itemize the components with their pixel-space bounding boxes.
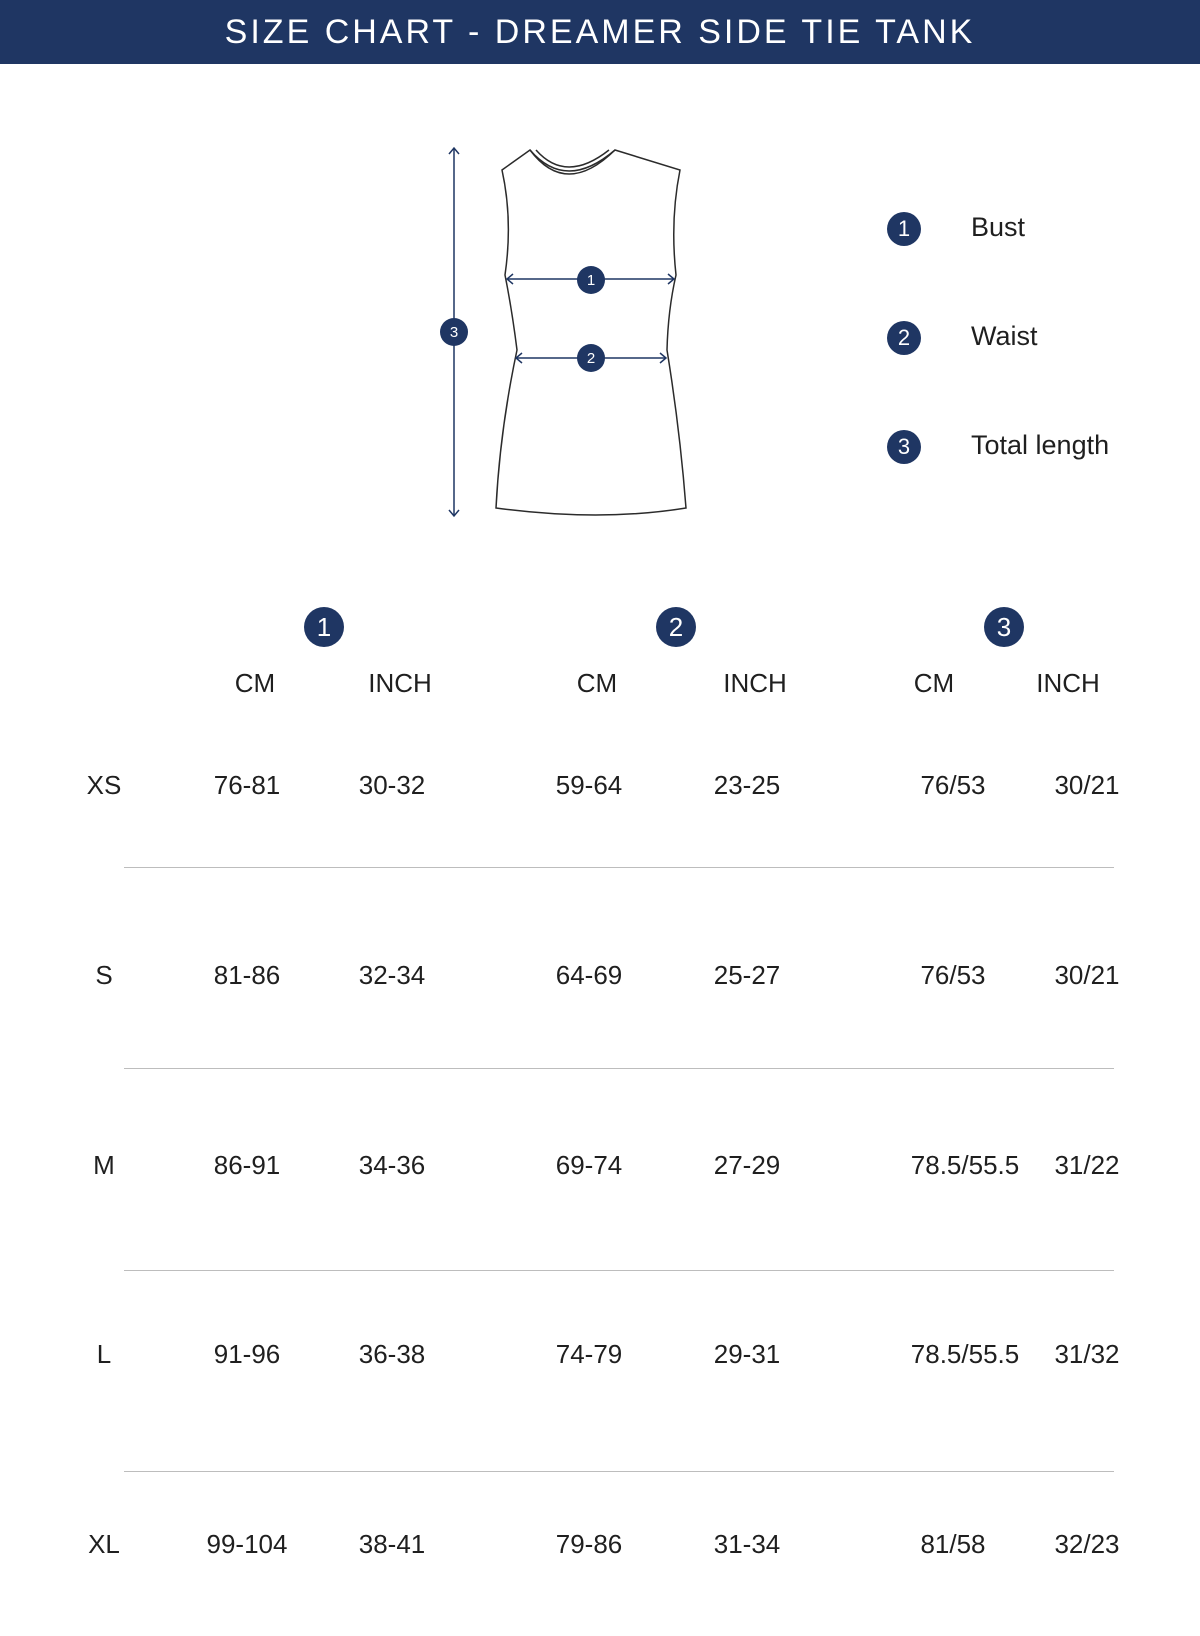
table-cell: 30/21 (1054, 770, 1120, 800)
size-label: XL (88, 1529, 120, 1559)
table-cell: 81-86 (213, 960, 281, 990)
size-label: M (93, 1150, 115, 1180)
table-cell: 64-69 (555, 960, 623, 990)
unit-header: INCH (368, 668, 432, 698)
column-badge-waist: 2 (656, 607, 696, 647)
table-cell: 32-34 (358, 960, 426, 990)
table-cell: 76-81 (213, 770, 281, 800)
table-cell: 34-36 (358, 1150, 426, 1180)
row-divider (124, 1471, 1114, 1472)
unit-header: CM (234, 668, 276, 698)
table-cell: 76/53 (920, 960, 986, 990)
table-cell: 32/23 (1054, 1529, 1120, 1559)
table-cell: 30-32 (358, 770, 426, 800)
size-label: S (95, 960, 113, 990)
table-cell: 27-29 (713, 1150, 781, 1180)
legend-badge-bust: 1 (887, 212, 921, 246)
table-cell: 29-31 (713, 1339, 781, 1369)
page-title: SIZE CHART - DREAMER SIDE TIE TANK (224, 12, 976, 51)
tank-outline-icon (440, 140, 700, 530)
unit-header: CM (576, 668, 618, 698)
table-cell: 76/53 (920, 770, 986, 800)
table-cell: 38-41 (358, 1529, 426, 1559)
table-cell: 36-38 (358, 1339, 426, 1369)
tank-diagram (440, 140, 700, 530)
table-cell: 25-27 (713, 960, 781, 990)
table-cell: 69-74 (555, 1150, 623, 1180)
page-header (0, 0, 1200, 64)
diagram-marker-length: 3 (440, 318, 468, 346)
table-cell: 74-79 (555, 1339, 623, 1369)
table-cell: 86-91 (213, 1150, 281, 1180)
legend-label-waist: Waist (971, 321, 1038, 351)
unit-header: INCH (1036, 668, 1100, 698)
row-divider (124, 1270, 1114, 1271)
table-cell: 91-96 (213, 1339, 281, 1369)
row-divider (124, 867, 1114, 868)
column-badge-bust: 1 (304, 607, 344, 647)
legend-badge-length: 3 (887, 430, 921, 464)
table-cell: 79-86 (555, 1529, 623, 1559)
size-label: L (96, 1339, 112, 1369)
table-cell: 31/32 (1054, 1339, 1120, 1369)
unit-header: CM (913, 668, 955, 698)
legend-label-bust: Bust (971, 212, 1026, 242)
table-cell: 78.5/55.5 (910, 1339, 1020, 1369)
table-cell: 99-104 (206, 1529, 288, 1559)
size-label: XS (86, 770, 122, 800)
row-divider (124, 1068, 1114, 1069)
legend-label-length: Total length (971, 430, 1110, 460)
table-cell: 31-34 (713, 1529, 781, 1559)
table-cell: 31/22 (1054, 1150, 1120, 1180)
legend-badge-waist: 2 (887, 321, 921, 355)
table-cell: 30/21 (1054, 960, 1120, 990)
table-cell: 78.5/55.5 (910, 1150, 1020, 1180)
diagram-marker-bust: 1 (577, 266, 605, 294)
unit-header: INCH (723, 668, 787, 698)
column-badge-length: 3 (984, 607, 1024, 647)
table-cell: 59-64 (555, 770, 623, 800)
table-cell: 23-25 (713, 770, 781, 800)
table-cell: 81/58 (920, 1529, 986, 1559)
diagram-marker-waist: 2 (577, 344, 605, 372)
